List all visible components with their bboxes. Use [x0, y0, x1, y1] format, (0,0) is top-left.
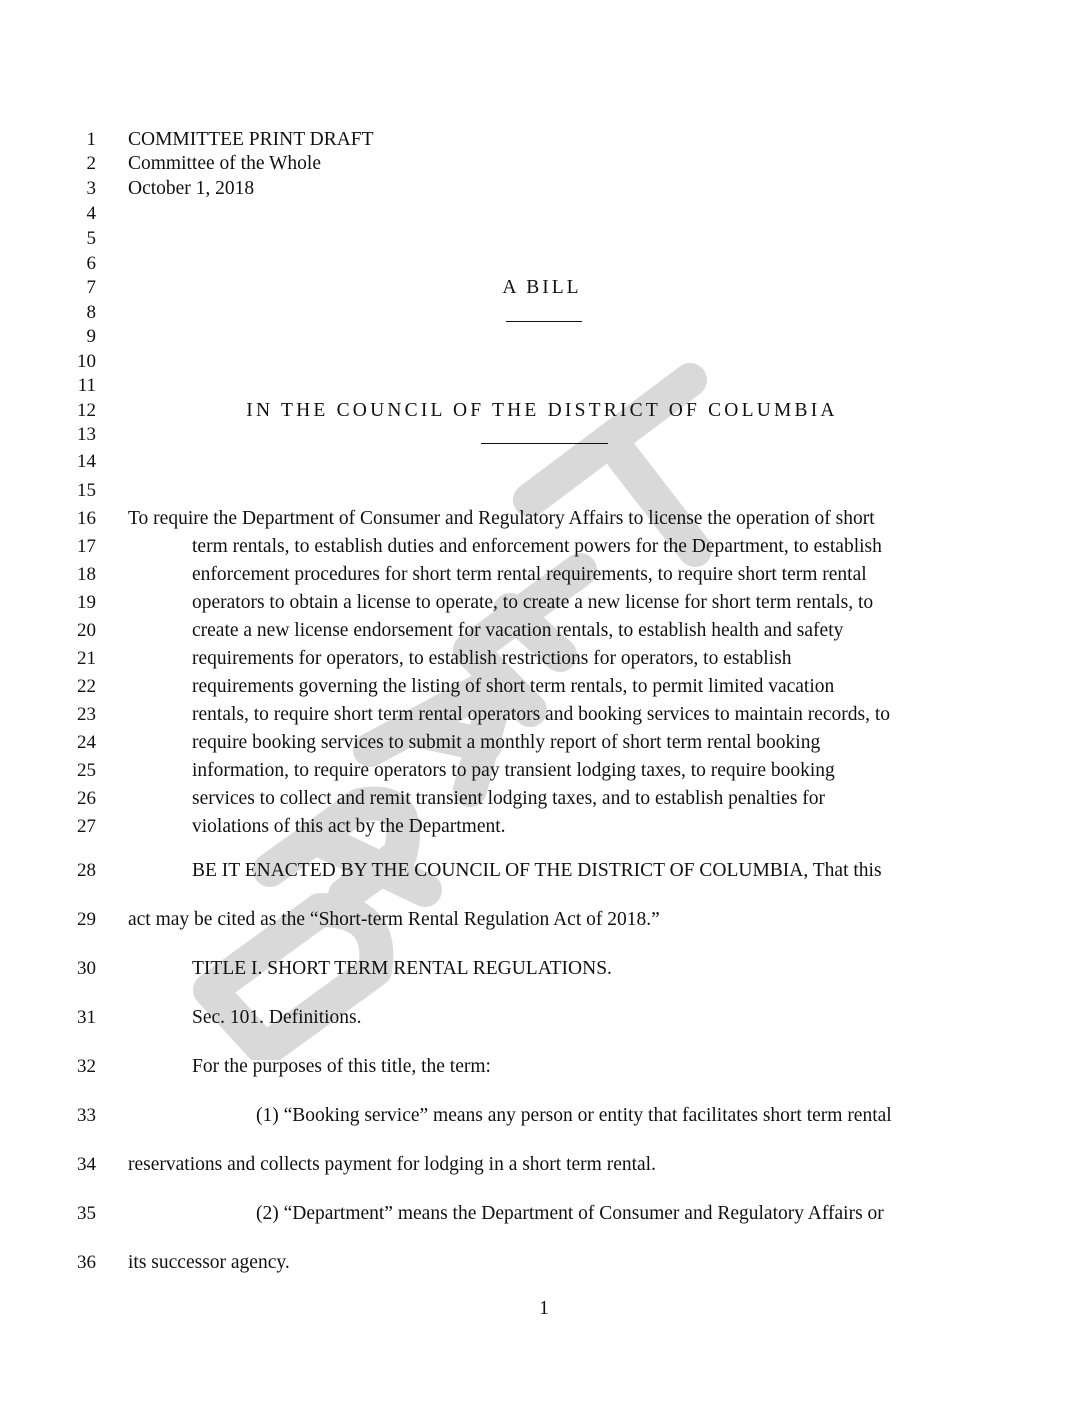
line-number: 32 — [77, 1056, 96, 1077]
long-title-line: information, to require operators to pay transient lodging taxes, to require booking — [192, 760, 835, 781]
line-number: 29 — [77, 909, 96, 930]
long-title-line: require booking services to submit a monthly report of short term rental booking — [192, 732, 821, 753]
line-number: 10 — [77, 351, 96, 372]
committee-name: Committee of the Whole — [128, 153, 321, 174]
line-number: 12 — [77, 400, 96, 421]
long-title-line: requirements governing the listing of short term rentals, to permit limited vacation — [192, 676, 835, 697]
line-number: 11 — [77, 375, 96, 396]
council-title: IN THE COUNCIL OF THE DISTRICT OF COLUMBIA — [246, 400, 838, 421]
definition-line: (1) “Booking service” means any person or entity that facilitates short term rental — [256, 1105, 892, 1126]
line-number: 2 — [86, 153, 96, 174]
line-number: 13 — [77, 424, 96, 445]
line-number: 33 — [77, 1105, 96, 1126]
line-number: 14 — [77, 451, 96, 472]
line-number: 25 — [77, 760, 96, 781]
definition-line: its successor agency. — [128, 1252, 290, 1273]
line-number: 24 — [77, 732, 96, 753]
definition-line: (2) “Department” means the Department of Consumer and Regulatory Affairs or — [256, 1203, 884, 1224]
long-title-line: services to collect and remit transient lodging taxes, and to establish penalties for — [192, 788, 826, 809]
title-rule — [506, 321, 582, 322]
draft-label: COMMITTEE PRINT DRAFT — [128, 129, 374, 150]
page-number: 1 — [539, 1298, 549, 1319]
line-number: 18 — [77, 564, 96, 585]
enacting-clause: BE IT ENACTED BY THE COUNCIL OF THE DISTRICT OF COLUMBIA, That this — [192, 860, 882, 881]
long-title-line: violations of this act by the Department. — [192, 816, 506, 837]
bill-title: A BILL — [502, 277, 582, 298]
title-heading: TITLE I. SHORT TERM RENTAL REGULATIONS. — [192, 958, 612, 979]
line-number: 28 — [77, 860, 96, 881]
line-number: 30 — [77, 958, 96, 979]
long-title-line: To require the Department of Consumer and Regulatory Affairs to license the operation of short — [128, 508, 875, 529]
line-number: 21 — [77, 648, 96, 669]
long-title-line: term rentals, to establish duties and enforcement powers for the Department, to establish — [192, 536, 882, 557]
line-number: 3 — [86, 178, 96, 199]
line-number: 34 — [77, 1154, 96, 1175]
line-number: 6 — [86, 253, 96, 274]
definition-line: reservations and collects payment for lodging in a short term rental. — [128, 1154, 656, 1175]
line-number: 16 — [77, 508, 96, 529]
line-number: 23 — [77, 704, 96, 725]
line-number: 20 — [77, 620, 96, 641]
line-number: 1 — [86, 129, 96, 150]
long-title-line: requirements for operators, to establish restrictions for operators, to establish — [192, 648, 792, 669]
draft-date: October 1, 2018 — [128, 178, 255, 199]
long-title-line: create a new license endorsement for vacation rentals, to establish health and safety — [192, 620, 844, 641]
line-number: 27 — [77, 816, 96, 837]
long-title-line: operators to obtain a license to operate, to create a new license for short term rentals, to — [192, 592, 874, 613]
line-number: 5 — [86, 228, 96, 249]
short-title-line: act may be cited as the “Short-term Rental Regulation Act of 2018.” — [128, 909, 660, 930]
line-number: 4 — [86, 203, 96, 224]
line-number: 7 — [86, 277, 96, 298]
line-number: 17 — [77, 536, 96, 557]
long-title-line: enforcement procedures for short term rental requirements, to require short term rental — [192, 564, 867, 585]
line-number: 22 — [77, 676, 96, 697]
line-number: 8 — [86, 302, 96, 323]
long-title-line: rentals, to require short term rental operators and booking services to maintain records, to — [192, 704, 890, 725]
section-heading: Sec. 101. Definitions. — [192, 1007, 362, 1028]
line-number: 31 — [77, 1007, 96, 1028]
line-number: 35 — [77, 1203, 96, 1224]
definitions-intro: For the purposes of this title, the term: — [192, 1056, 491, 1077]
council-rule — [481, 443, 608, 444]
line-number: 36 — [77, 1252, 96, 1273]
line-number: 19 — [77, 592, 96, 613]
line-number: 15 — [77, 480, 96, 501]
line-number: 26 — [77, 788, 96, 809]
line-number: 9 — [86, 326, 96, 347]
